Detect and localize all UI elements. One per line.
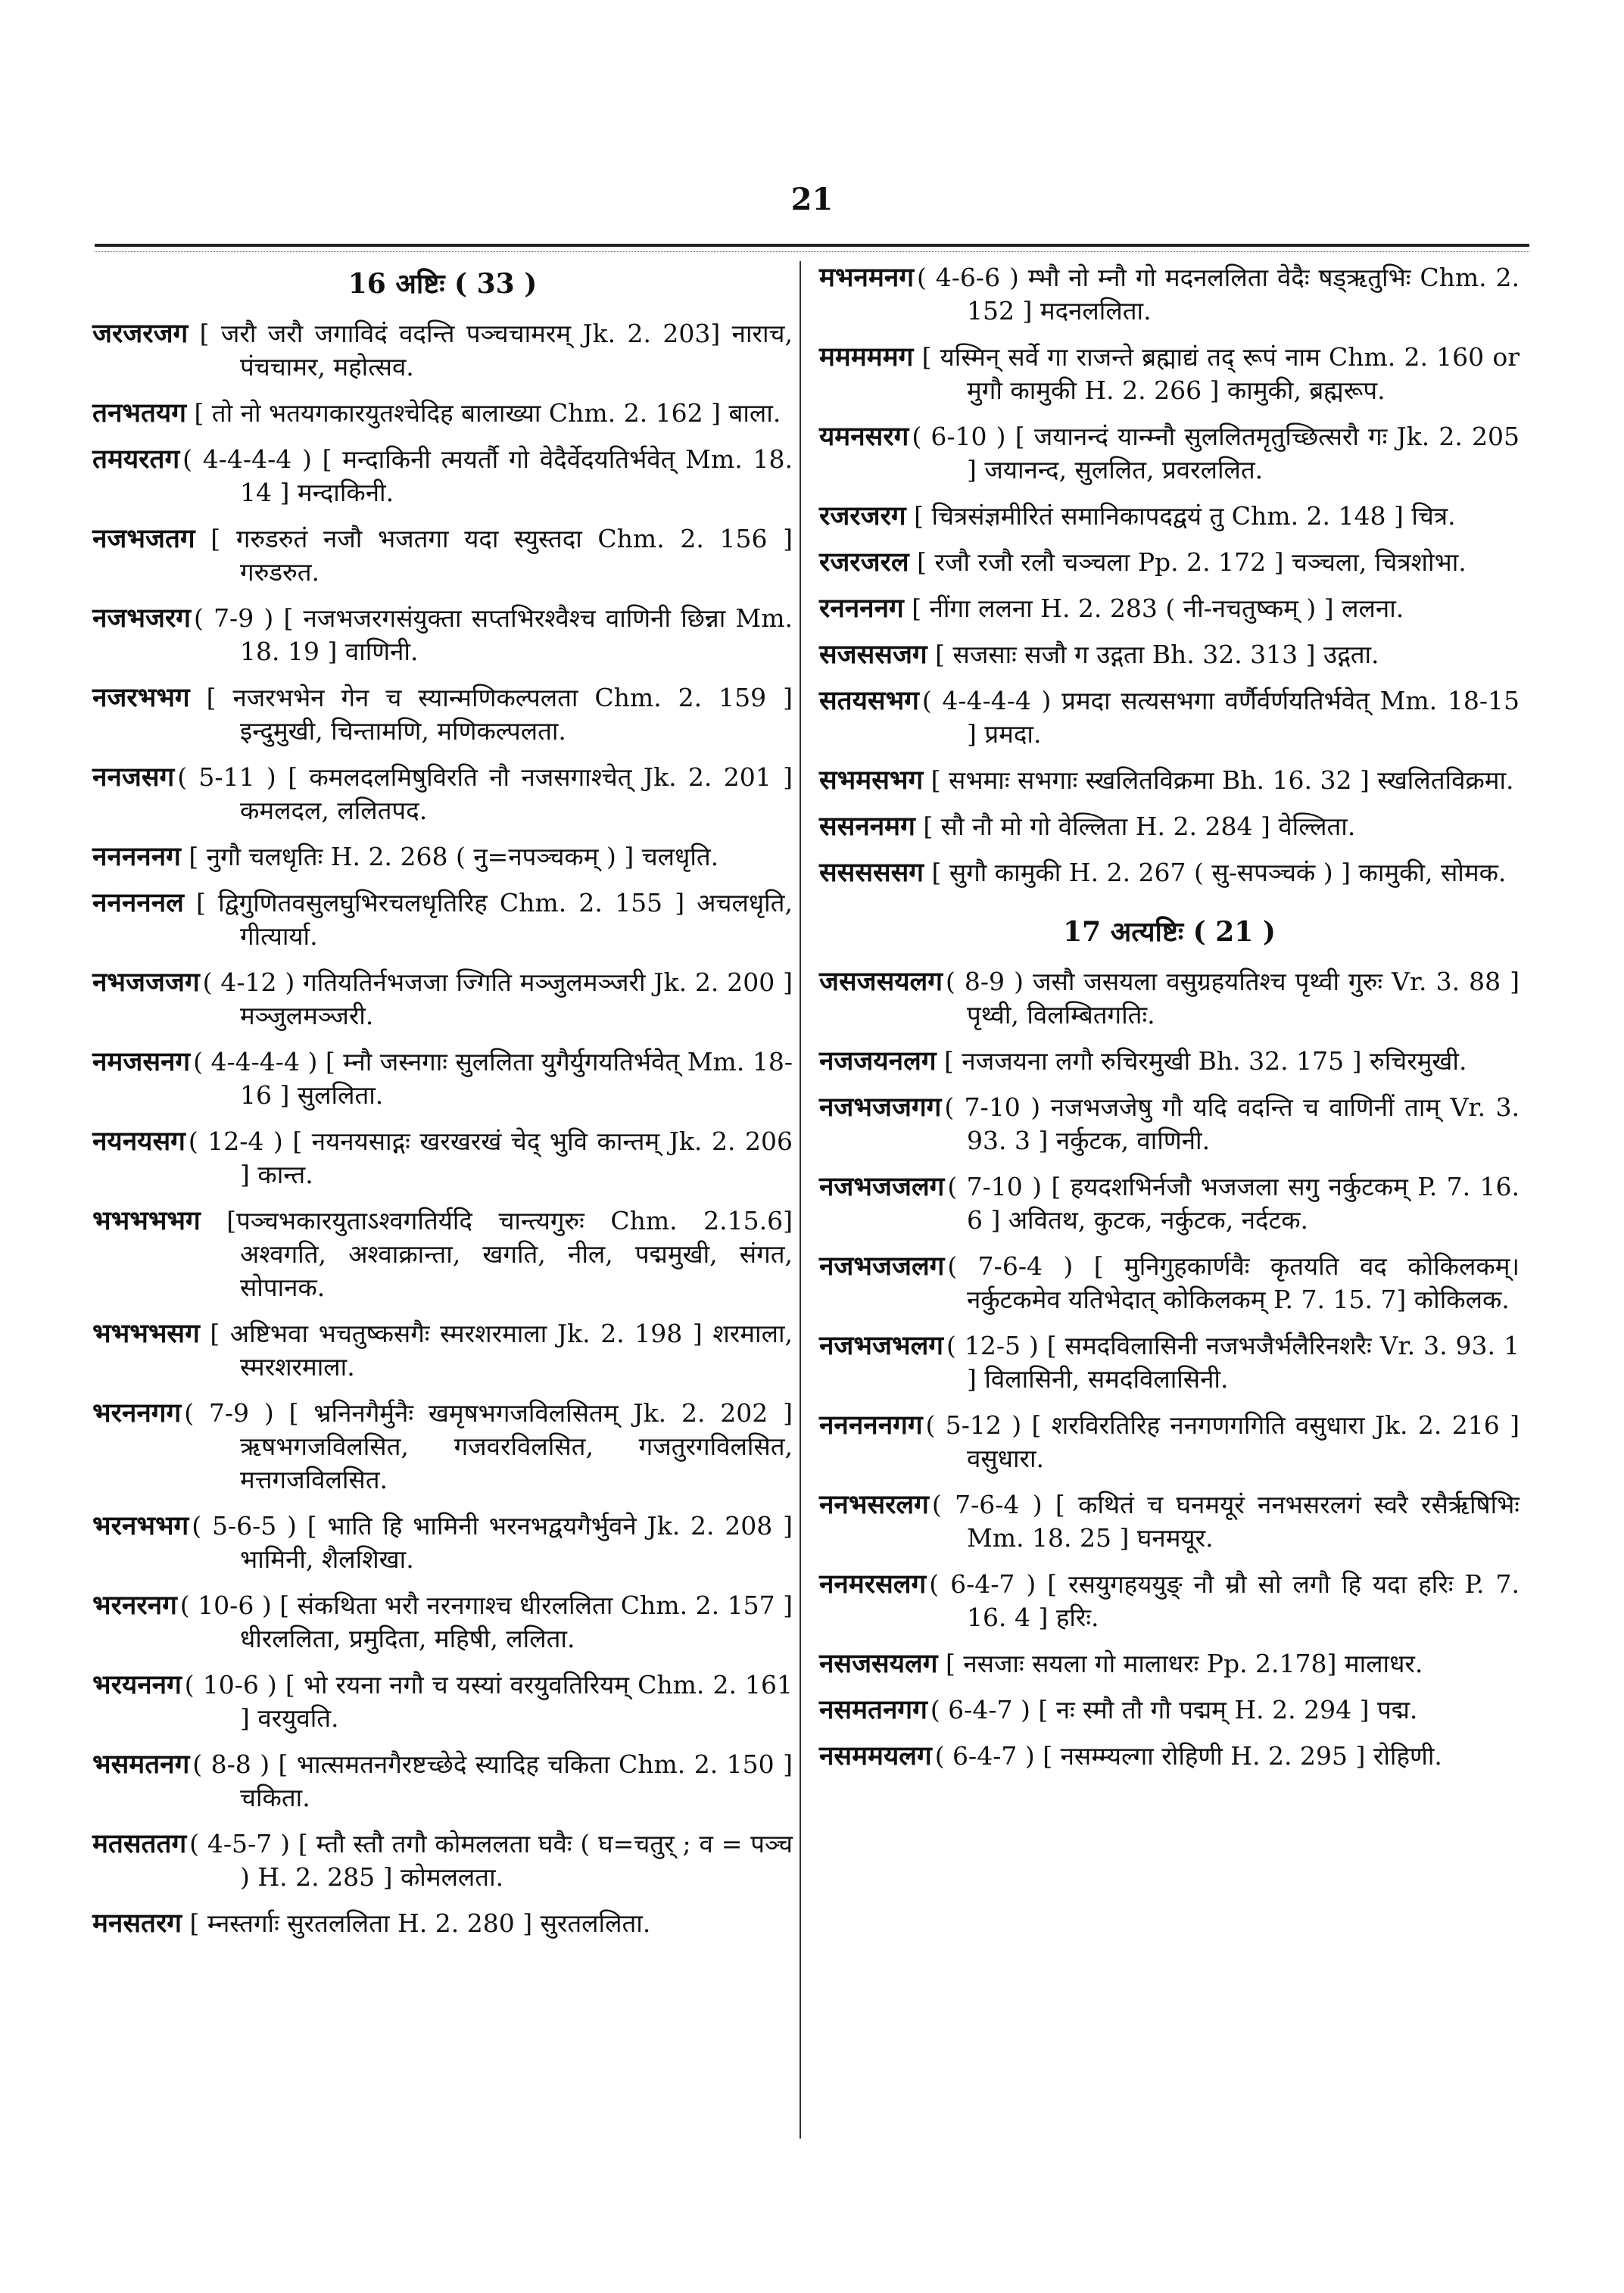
- entry-headword: भरनरनग: [92, 1590, 177, 1621]
- right-column: [819, 261, 1520, 1786]
- entry-text: गतियतिर्नभजजा ज्गिति मञ्जुलमञ्जरी Jk. 2. 200 ] मञ्जुलमञ्जरी.: [240, 967, 793, 1030]
- entry-headword: नजभजजलग: [819, 1171, 945, 1202]
- entry-meter: ( 12-5 ): [946, 1331, 1039, 1360]
- entry-text: [ द्विगुणितवसुलघुभिरचलधृतिरिह Chm. 2. 155 ] अचलधृति, गीत्यार्या.: [196, 888, 793, 951]
- entry-headword: मनसतरग: [92, 1908, 182, 1939]
- entry-text: [ अष्टिभवा भचतुष्कसगैः स्मरशरमाला Jk. 2. 198 ] शरमाला, स्मरशरमाला.: [210, 1319, 793, 1382]
- entry-headword: भसमतनग: [92, 1749, 190, 1780]
- entry-text: [ हयदशभिर्नजौ भजजला सगु नर्कुटकम् P. 7. 16. 6 ] अवितथ, कुटक, नर्कुटक, नर्दटक.: [967, 1172, 1520, 1235]
- entry-headword: ननजसग: [92, 762, 175, 793]
- column-divider: [800, 261, 801, 2139]
- dictionary-entry: [92, 317, 793, 384]
- dictionary-entry: [92, 1509, 793, 1576]
- entry-headword: नजजयनलग: [819, 1045, 937, 1076]
- section-heading: 17 अत्यष्टिः ( 21 ): [1063, 916, 1276, 948]
- entry-headword: नजभजतग: [92, 523, 195, 554]
- entry-meter: ( 6-4-7 ): [930, 1695, 1030, 1724]
- entry-headword: नमजसनग: [92, 1046, 191, 1077]
- dictionary-entry: [92, 1827, 793, 1894]
- page-number: 21: [790, 182, 834, 217]
- left-column: [92, 261, 793, 1953]
- entry-text: [ रसयुगहययुङ् नौ म्रौ सो लगौ हि यदा हरिः P. 7. 16. 4 ] हरिः.: [967, 1569, 1520, 1632]
- dictionary-entry: [92, 397, 793, 430]
- entry-headword: भरयननग: [92, 1669, 182, 1700]
- entry-headword: नननननल: [92, 887, 184, 918]
- entry-text: [ नसम्म्यल्गा रोहिणी H. 2. 295 ] रोहिणी.: [1043, 1741, 1442, 1771]
- dictionary-entry: [92, 1397, 793, 1497]
- entry-text: [ मन्दाकिनी त्मयर्तौ गो वेदैर्वेदयतिर्भवेत् Mm. 18. 14 ] मन्दाकिनी.: [240, 444, 793, 507]
- entry-text: [ सजसाः सजौ ग उद्गता Bh. 32. 313 ] उद्गता.: [935, 640, 1379, 669]
- entry-text: [ यस्मिन् सर्वे गा राजन्ते ब्रह्माद्यं तद् रूपं नाम Chm. 2. 160 or मुगौ कामुकी H. 2. 266 ] कामुकी, ब्रह्मरूप.: [921, 342, 1520, 405]
- entry-headword: नजभजभलग: [819, 1330, 944, 1361]
- entry-headword: सजससजग: [819, 639, 927, 670]
- dictionary-entry: [819, 764, 1520, 797]
- entry-meter: ( 8-8 ): [192, 1749, 270, 1779]
- entry-meter: ( 4-4-4-4 ): [193, 1047, 318, 1076]
- entry-text: [ सौ नौ मो गो वेल्लिता H. 2. 284 ] वेल्लिता.: [923, 812, 1356, 841]
- dictionary-entry: [819, 1329, 1520, 1396]
- dictionary-entry: [92, 1589, 793, 1656]
- entry-text: [ भाति हि भामिनी भरनभद्वयगैर्भुवने Jk. 2. 208 ] भामिनी, शैलशिखा.: [240, 1511, 793, 1574]
- entry-text: [ म्नस्तर्गाः सुरतललिता H. 2. 280 ] सुरतललिता.: [189, 1908, 651, 1938]
- entry-headword: नननननग: [92, 841, 181, 872]
- section-heading: 16 अष्टिः ( 33 ): [348, 268, 538, 300]
- dictionary-entry: [819, 965, 1520, 1032]
- entry-text: [ चित्रसंज्ञमीरितं समानिकापदद्वयं तु Chm. 2. 148 ] चित्र.: [914, 501, 1456, 531]
- entry-meter: ( 4-4-4-4 ): [921, 686, 1052, 715]
- entry-headword: नननननगग: [819, 1410, 923, 1441]
- entry-text: नजभजजेषु गौ यदि वदन्ति च वाणिनीं ताम् Vr. 3. 93. 3 ] नर्कुटक, वाणिनी.: [967, 1092, 1520, 1155]
- entry-headword: सतयसभग: [819, 685, 919, 716]
- entry-meter: ( 6-4-7 ): [929, 1569, 1036, 1599]
- dictionary-entry: [819, 420, 1520, 487]
- entry-meter: ( 5-11 ): [177, 762, 276, 792]
- entry-text: [ नः स्मौ तौ गौ पद्मम् H. 2. 294 ] पद्म.: [1038, 1695, 1418, 1724]
- dictionary-entry: [92, 1317, 793, 1384]
- entry-text: [ म्तौ स्तौ तगौ कोमललता घवैः ( घ=चतुर् ; व = पञ्च ) H. 2. 285 ] कोमललता.: [240, 1829, 793, 1892]
- entry-text: [ संकथिता भरौ नरनगाश्च धीरललिता Chm. 2. 157 ] धीरललिता, प्रमुदिता, महिषी, ललिता.: [240, 1590, 793, 1653]
- entry-meter: ( 4-4-4-4 ): [182, 444, 312, 474]
- entry-headword: नसजसयलग: [819, 1648, 938, 1679]
- entry-text: [ कथितं च घनमयूरं ननभसरलगं स्वरै रसैर्ऋषिभिः Mm. 18. 25 ] घनमयूर.: [967, 1490, 1520, 1553]
- entry-headword: नजभजजलग: [819, 1251, 945, 1282]
- dictionary-entry: [819, 1693, 1520, 1727]
- dictionary-entry: [819, 856, 1520, 889]
- entry-headword: नसममयलग: [819, 1740, 932, 1771]
- entry-text: [ समदविलासिनी नजभजैर्भलैरिनशरैः Vr. 3. 93. 1 ] विलासिनी, समदविलासिनी.: [967, 1331, 1520, 1394]
- dictionary-entry: [92, 443, 793, 509]
- dictionary-entry: [92, 840, 793, 874]
- dictionary-entry: [819, 1045, 1520, 1078]
- entry-meter: ( 10-6 ): [179, 1590, 272, 1620]
- entry-meter: ( 7-10 ): [947, 1172, 1043, 1201]
- dictionary-entry: [819, 1091, 1520, 1157]
- dictionary-entry: [819, 500, 1520, 533]
- entry-headword: नजरभभग: [92, 682, 190, 713]
- entry-meter: ( 7-6-4 ): [931, 1490, 1043, 1519]
- entry-text: [ रजौ रजौ रलौ चञ्चला Pp. 2. 172 ] चञ्चला, चित्रशोभा.: [917, 547, 1467, 577]
- entry-headword: सभमसभग: [819, 765, 924, 796]
- dictionary-entry: [819, 341, 1520, 407]
- entry-text: [ भ्रनिनगैर्मुनैः खमृषभगजविलसितम् Jk. 2. 202 ] ऋषभगजविलसित, गजवरविलसित, गजतुरगविलसित, मत्तगजविलसित.: [240, 1398, 793, 1494]
- entry-headword: भभभभसग: [92, 1318, 200, 1349]
- dictionary-entry: [92, 1045, 793, 1112]
- entry-text: [ नजरभभेन गेन च स्यान्मणिकल्पलता Chm. 2. 159 ] इन्दुमुखी, चिन्तामणि, मणिकल्पलता.: [206, 683, 793, 746]
- entry-text: [ गरुडरुतं नजौ भजतगा यदा स्युस्तदा Chm. 2. 156 ] गरुडरुत.: [210, 524, 793, 587]
- entry-text: [ नींगा ललना H. 2. 283 ( नी-नचतुष्कम् ) ] ललना.: [912, 594, 1404, 623]
- dictionary-entry: [92, 602, 793, 668]
- entry-text: [ तो नो भतयगकारयुतश्चेदिह बालाख्या Chm. 2. 162 ] बाला.: [194, 398, 781, 428]
- entry-meter: ( 6-10 ): [912, 422, 1006, 451]
- entry-headword: भभभभभग: [92, 1205, 201, 1236]
- entry-headword: भरननगग: [92, 1397, 182, 1428]
- entry-headword: नभजजजग: [92, 967, 200, 998]
- entry-headword: रननननग: [819, 593, 904, 624]
- header-rule: [95, 244, 1529, 252]
- entry-headword: सससससग: [819, 857, 924, 888]
- dictionary-entry: [92, 966, 793, 1033]
- entry-text: [ सुगौ कामुकी H. 2. 267 ( सु-सपञ्चकं ) ] कामुकी, सोमक.: [931, 858, 1507, 887]
- dictionary-entry: [819, 1170, 1520, 1237]
- entry-text: [ शरविरतिरिह ननगणगगिति वसुधारा Jk. 2. 216 ] वसुधारा.: [967, 1410, 1520, 1473]
- entry-text: [ नसजाः सयला गो मालाधरः Pp. 2.178] मालाधर.: [945, 1649, 1423, 1678]
- entry-meter: ( 7-10 ): [944, 1092, 1041, 1122]
- entry-headword: नसमतनगग: [819, 1694, 927, 1725]
- entry-headword: जरजरजग: [92, 318, 189, 349]
- entry-meter: ( 7-9 ): [194, 603, 274, 633]
- dictionary-entry: [819, 1409, 1520, 1475]
- dictionary-entry: [819, 1740, 1520, 1773]
- entry-text: जसौ जसयला वसुग्रहयतिश्च पृथ्वी गुरुः Vr. 3. 88 ] पृथ्वी, विलम्बितगतिः.: [967, 967, 1520, 1030]
- dictionary-entry: [819, 684, 1520, 751]
- entry-headword: भरनभभग: [92, 1510, 189, 1541]
- dictionary-entry: [819, 261, 1520, 328]
- dictionary-entry: [92, 1907, 793, 1940]
- entry-headword: मभनमनग: [819, 262, 915, 293]
- dictionary-entry: [819, 1647, 1520, 1681]
- entry-meter: ( 10-6 ): [184, 1670, 277, 1699]
- entry-headword: ससननमग: [819, 811, 915, 842]
- dictionary-entry: [92, 886, 793, 953]
- entry-text: [ मुनिगुहकार्णवैः कृतयति वद कोकिलकम्। नर्कुटकमेव यतिभेदात् कोकिलकम् P. 7. 15. 7] कोकिलक.: [967, 1251, 1520, 1314]
- entry-text: म्भौ नो म्नौ गो मदनललिता वेदैः षड्ऋतुभिः Chm. 2. 152 ] मदनललिता.: [967, 263, 1520, 326]
- dictionary-entry: [92, 681, 793, 748]
- dictionary-entry: [819, 546, 1520, 579]
- entry-headword: नयनयसग: [92, 1126, 185, 1157]
- entry-text: [पञ्चभकारयुताऽश्वगतिर्यदि चान्त्यगुरुः Chm. 2.15.6] अश्वगति, अश्वाक्रान्ता, खगति, नील, पद्ममुखी, संगत, सोपानक.: [226, 1206, 793, 1302]
- entry-text: [ जरौ जरौ जगाविदं वदन्ति पञ्चचामरम् Jk. 2. 203] नाराच, पंचचामर, महोत्सव.: [199, 319, 793, 382]
- entry-meter: ( 4-12 ): [202, 967, 295, 997]
- entry-headword: जसजसयलग: [819, 966, 943, 997]
- dictionary-entry: [819, 1568, 1520, 1634]
- entry-text: [ भो रयना नगौ च यस्यां वरयुवतिरियम् Chm. 2. 161 ] वरयुवति.: [240, 1670, 793, 1733]
- entry-headword: रजरजरल: [819, 547, 909, 578]
- entry-text: [ नजभजरगसंयुक्ता सप्तभिरश्वैश्च वाणिनी छिन्ना Mm. 18. 19 ] वाणिनी.: [240, 603, 793, 666]
- entry-meter: ( 4-6-6 ): [917, 263, 1019, 292]
- entry-headword: मतसततग: [92, 1828, 187, 1859]
- entry-text: [ नजजयना लगौ रुचिरमुखी Bh. 32. 175 ] रुचिरमुखी.: [944, 1046, 1467, 1076]
- dictionary-entry: [819, 1250, 1520, 1316]
- entry-text: [ भात्समतनगैरष्टच्छेदे स्यादिह चकिता Chm. 2. 150 ] चकिता.: [240, 1749, 793, 1812]
- dictionary-entry: [92, 1125, 793, 1192]
- entry-meter: ( 5-12 ): [925, 1410, 1022, 1440]
- entry-meter: ( 7-6-4 ): [947, 1251, 1074, 1281]
- entry-headword: मममममग: [819, 341, 914, 372]
- entry-text: [ कमलदलमिषुविरति नौ नजसगाश्चेत् Jk. 2. 201 ] कमलदल, ललितपद.: [240, 762, 793, 825]
- entry-text: [ नुगौ चलधृतिः H. 2. 268 ( नु=नपञ्चकम् ) ] चलधृति.: [189, 842, 719, 871]
- entry-text: [ नयनयसाद्गः खरखरखं चेद् भुवि कान्तम् Jk. 2. 206 ] कान्त.: [240, 1126, 793, 1189]
- entry-meter: ( 8-9 ): [946, 967, 1024, 996]
- dictionary-entry: [819, 1488, 1520, 1555]
- dictionary-entry: [819, 638, 1520, 671]
- entry-headword: रजरजरग: [819, 500, 906, 531]
- entry-meter: ( 12-4 ): [188, 1126, 283, 1156]
- entry-meter: ( 6-4-7 ): [934, 1741, 1035, 1771]
- entry-text: [ म्नौ जस्नगाः सुललिता युगैर्युगयतिर्भवेत् Mm. 18-16 ] सुललिता.: [240, 1047, 793, 1110]
- entry-headword: ननभसरलग: [819, 1489, 929, 1520]
- dictionary-entry: [819, 592, 1520, 625]
- entry-headword: यमनसरग: [819, 421, 909, 452]
- entry-meter: ( 7-9 ): [184, 1398, 274, 1428]
- entry-headword: नजभजरग: [92, 603, 191, 634]
- entry-headword: नजभजजगग: [819, 1092, 942, 1123]
- dictionary-entry: [92, 1668, 793, 1735]
- entry-headword: ननमरसलग: [819, 1569, 927, 1600]
- entry-headword: तनभतयग: [92, 397, 186, 428]
- entry-text: [ जयानन्दं यान्म्नौ सुललितमृतुच्छित्सरौ गः Jk. 2. 205 ] जयानन्द, सुललित, प्रवरललित.: [967, 422, 1520, 484]
- entry-meter: ( 4-5-7 ): [189, 1829, 290, 1858]
- dictionary-entry: [92, 1204, 793, 1304]
- entry-text: [ सभमाः सभगाः स्खलितविक्रमा Bh. 16. 32 ] स्खलितविक्रमा.: [930, 765, 1514, 795]
- dictionary-entry: [92, 522, 793, 589]
- dictionary-entry: [819, 810, 1520, 843]
- entry-headword: तमयरतग: [92, 444, 180, 475]
- dictionary-entry: [92, 1748, 793, 1815]
- dictionary-entry: [92, 761, 793, 827]
- entry-meter: ( 5-6-5 ): [192, 1511, 297, 1541]
- entry-text: प्रमदा सत्यसभगा वर्णैर्वर्णयतिर्भवेत् Mm. 18-15 ] प्रमदा.: [967, 686, 1520, 749]
